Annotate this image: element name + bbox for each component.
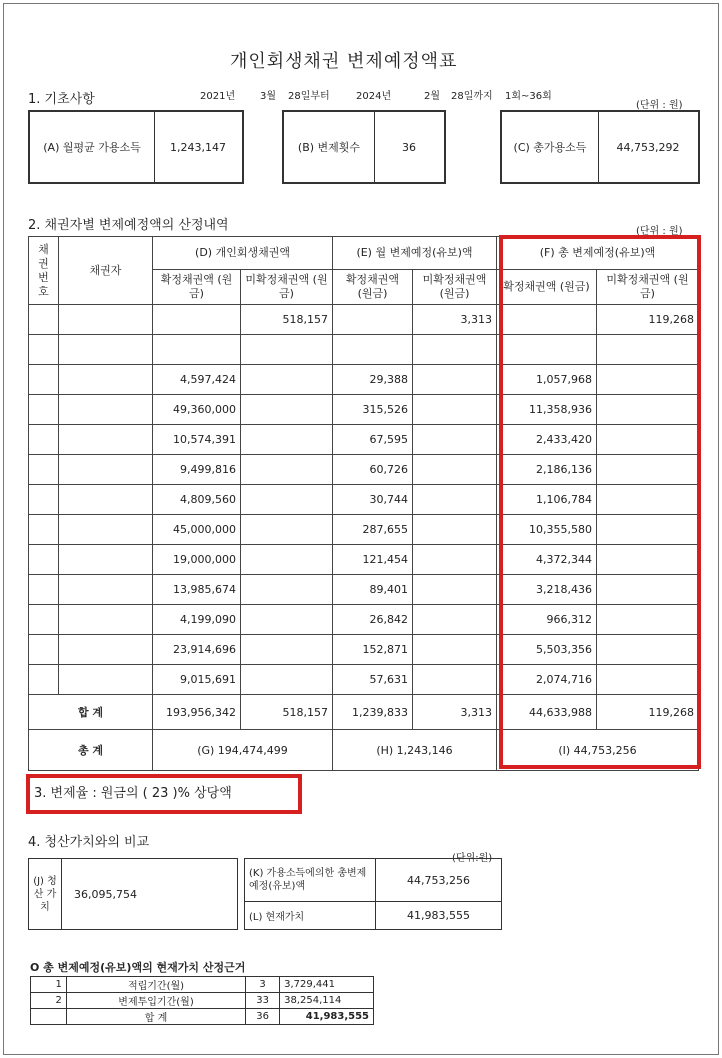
document-title: 개인회생채권 변제예정액표 — [230, 51, 458, 72]
header-e: (E) 월 변제예정(유보)액 — [333, 237, 497, 270]
cell-d1: 45,000,000 — [153, 515, 241, 545]
row-creditor — [59, 665, 153, 695]
total-h: (H) 1,243,146 — [333, 730, 497, 771]
cell-f1: 5,503,356 — [497, 635, 597, 665]
cell-e1 — [333, 305, 413, 335]
j-value: 36,095,754 — [62, 859, 238, 930]
cell-f1: 11,358,936 — [497, 395, 597, 425]
cell-e2 — [413, 485, 497, 515]
cell-d1: 23,914,696 — [153, 635, 241, 665]
basis-months: 3 — [246, 977, 280, 993]
cell-e1: 26,842 — [333, 605, 413, 635]
k-label: (K) 가용소득에의한 총변제예정(유보)액 — [245, 859, 376, 902]
cell-e1: 60,726 — [333, 455, 413, 485]
cell-d2 — [241, 485, 333, 515]
period-start-year: 2021년 — [200, 91, 236, 102]
box-c-value: 44,753,292 — [616, 140, 680, 154]
sum-d2: 518,157 — [241, 695, 333, 730]
section4-unit: (단위:원) — [452, 853, 493, 864]
row-no — [29, 665, 59, 695]
sum-label: 합 계 — [29, 695, 153, 730]
cell-f1: 4,372,344 — [497, 545, 597, 575]
total-i: (I) 44,753,256 — [497, 730, 699, 771]
cell-e2 — [413, 605, 497, 635]
basis-heading: O 총 변제예정(유보)액의 현재가치 산정근거 — [30, 961, 246, 974]
liquidation-box — [28, 858, 238, 930]
cell-e1: 152,871 — [333, 635, 413, 665]
basis-amount: 38,254,114 — [280, 993, 374, 1009]
sum-f2: 119,268 — [597, 695, 699, 730]
section1-heading: 1. 기초사항 — [28, 92, 95, 107]
k-value: 44,753,256 — [376, 859, 502, 902]
row-creditor — [59, 575, 153, 605]
comparison-box — [244, 858, 502, 930]
period-start-month: 3월 — [260, 91, 277, 102]
row-creditor — [59, 545, 153, 575]
cell-d1 — [153, 305, 241, 335]
basis-amount: 3,729,441 — [280, 977, 374, 993]
l-label: (L) 현재가치 — [245, 902, 376, 930]
period-start-day: 28일부터 — [288, 91, 330, 102]
basis-no: 2 — [31, 993, 67, 1009]
cell-e2 — [413, 635, 497, 665]
cell-e1: 30,744 — [333, 485, 413, 515]
row-no — [29, 545, 59, 575]
row-no — [29, 335, 59, 365]
basis-no: 1 — [31, 977, 67, 993]
row-no — [29, 575, 59, 605]
row-creditor — [59, 515, 153, 545]
cell-e2 — [413, 335, 497, 365]
row-no — [29, 455, 59, 485]
cell-f1: 2,433,420 — [497, 425, 597, 455]
cell-d1: 9,499,816 — [153, 455, 241, 485]
cell-f1: 2,074,716 — [497, 665, 597, 695]
cell-e2 — [413, 365, 497, 395]
box-a — [28, 110, 244, 184]
header-f-unconfirmed: 미확정채권액 (원금) — [597, 270, 699, 305]
cell-d2 — [241, 665, 333, 695]
cell-f1: 2,186,136 — [497, 455, 597, 485]
cell-d1: 4,597,424 — [153, 365, 241, 395]
cell-e2 — [413, 455, 497, 485]
box-a-label: (A) 월평균 가용소득 — [30, 112, 155, 182]
header-f-confirmed: 확정채권액 (원금) — [497, 270, 597, 305]
cell-e2 — [413, 515, 497, 545]
row-creditor — [59, 335, 153, 365]
box-c — [500, 110, 700, 184]
period-end-day: 28일까지 — [451, 91, 493, 102]
cell-d2 — [241, 455, 333, 485]
cell-e2 — [413, 665, 497, 695]
basis-label: 변제투입기간(월) — [66, 993, 245, 1009]
header-f: (F) 총 변제예정(유보)액 — [497, 237, 699, 270]
cell-f1: 966,312 — [497, 605, 597, 635]
row-creditor — [59, 605, 153, 635]
cell-e1: 89,401 — [333, 575, 413, 605]
cell-d2 — [241, 335, 333, 365]
cell-d2 — [241, 575, 333, 605]
basis-total-label: 합 계 — [66, 1009, 245, 1025]
cell-d1: 10,574,391 — [153, 425, 241, 455]
header-creditor: 채권자 — [59, 237, 153, 305]
row-creditor — [59, 305, 153, 335]
header-e-confirmed: 확정채권액 (원금) — [333, 270, 413, 305]
basis-months: 33 — [246, 993, 280, 1009]
cell-d1: 13,985,674 — [153, 575, 241, 605]
cell-d1: 49,360,000 — [153, 395, 241, 425]
section1-unit: (단위 : 원) — [636, 100, 683, 111]
cell-d2 — [241, 365, 333, 395]
basis-label: 적립기간(월) — [66, 977, 245, 993]
cell-d1: 19,000,000 — [153, 545, 241, 575]
row-no — [29, 425, 59, 455]
period-range: 1회~36회 — [505, 91, 552, 102]
section2-unit: (단위 : 원) — [636, 226, 683, 237]
cell-d2 — [241, 425, 333, 455]
j-label: (J) 청산 가치 — [29, 859, 62, 930]
cell-e1: 67,595 — [333, 425, 413, 455]
header-no: 채권 번호 — [29, 237, 59, 305]
header-d-confirmed: 확정채권액 (원금) — [153, 270, 241, 305]
sum-e2: 3,313 — [413, 695, 497, 730]
row-no — [29, 605, 59, 635]
cell-e1 — [333, 335, 413, 365]
row-no — [29, 305, 59, 335]
cell-f1: 1,106,784 — [497, 485, 597, 515]
sum-e1: 1,239,833 — [333, 695, 413, 730]
cell-d2 — [241, 515, 333, 545]
header-e-unconfirmed: 미확정채권액 (원금) — [413, 270, 497, 305]
cell-d1: 4,199,090 — [153, 605, 241, 635]
box-b-label: (B) 변제횟수 — [284, 112, 375, 182]
cell-f2: 119,268 — [597, 305, 699, 335]
sum-d1: 193,956,342 — [153, 695, 241, 730]
cell-e1: 287,655 — [333, 515, 413, 545]
basis-total-months: 36 — [246, 1009, 280, 1025]
cell-e1: 29,388 — [333, 365, 413, 395]
cell-e1: 121,454 — [333, 545, 413, 575]
cell-d2 — [241, 635, 333, 665]
total-g: (G) 194,474,499 — [153, 730, 333, 771]
period-end-month: 2월 — [424, 91, 441, 102]
l-value: 41,983,555 — [376, 902, 502, 930]
cell-f1: 3,218,436 — [497, 575, 597, 605]
row-creditor — [59, 485, 153, 515]
section4-heading: 4. 청산가치와의 비교 — [28, 835, 150, 850]
row-creditor — [59, 365, 153, 395]
basis-total-row — [31, 1009, 374, 1025]
cell-e2 — [413, 395, 497, 425]
box-c-label: (C) 총가용소득 — [502, 112, 599, 182]
cell-e1: 57,631 — [333, 665, 413, 695]
row-creditor — [59, 635, 153, 665]
basis-total-amount: 41,983,555 — [280, 1009, 374, 1025]
cell-d2 — [241, 605, 333, 635]
cell-d2 — [241, 545, 333, 575]
repayment-rate: 3. 변제율 : 원금의 ( 23 )% 상당액 — [34, 786, 232, 801]
row-creditor — [59, 395, 153, 425]
row-no — [29, 365, 59, 395]
cell-e2 — [413, 575, 497, 605]
header-d: (D) 개인회생채권액 — [153, 237, 333, 270]
highlight-f-column — [499, 235, 701, 769]
cell-d1 — [153, 335, 241, 365]
row-creditor — [59, 425, 153, 455]
row-creditor — [59, 455, 153, 485]
cell-e1: 315,526 — [333, 395, 413, 425]
box-b — [282, 110, 446, 184]
cell-d2 — [241, 395, 333, 425]
cell-e2 — [413, 545, 497, 575]
basis-table — [30, 976, 374, 1025]
total-label: 총 계 — [29, 730, 153, 771]
cell-e2 — [413, 425, 497, 455]
cell-e2: 3,313 — [413, 305, 497, 335]
row-no — [29, 485, 59, 515]
box-b-value: 36 — [402, 140, 416, 154]
section2-heading: 2. 채권자별 변제예정액의 산정내역 — [28, 218, 229, 233]
period-end-year: 2024년 — [356, 91, 392, 102]
row-no — [29, 635, 59, 665]
cell-f1: 10,355,580 — [497, 515, 597, 545]
row-no — [29, 395, 59, 425]
cell-d1: 4,809,560 — [153, 485, 241, 515]
cell-f1: 1,057,968 — [497, 365, 597, 395]
cell-d1: 9,015,691 — [153, 665, 241, 695]
row-no — [29, 515, 59, 545]
sum-f1: 44,633,988 — [497, 695, 597, 730]
box-a-value: 1,243,147 — [170, 140, 226, 154]
header-d-unconfirmed: 미확정채권액 (원금) — [241, 270, 333, 305]
cell-d2: 518,157 — [241, 305, 333, 335]
basis-row — [31, 977, 374, 993]
basis-row — [31, 993, 374, 1009]
